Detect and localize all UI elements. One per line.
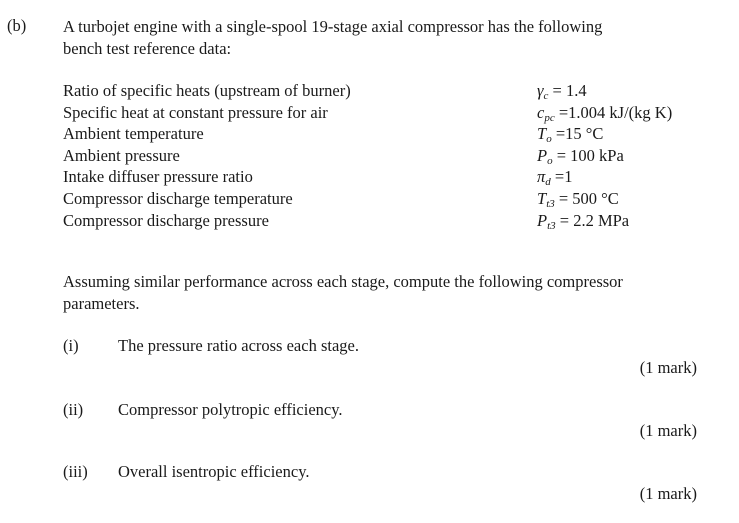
data-value-text: = 500 °C (558, 188, 619, 208)
data-value-text: = 100 kPa (556, 145, 624, 165)
question-text-iii: Overall isentropic efficiency. (118, 462, 310, 481)
data-value-text: =15 °C (555, 124, 604, 144)
data-symbol: c (537, 102, 545, 122)
data-value (537, 102, 672, 124)
data-label: Compressor discharge pressure (63, 210, 269, 230)
data-symbol-subscript: o (547, 154, 553, 167)
data-value (537, 210, 629, 232)
data-symbol: P (537, 145, 548, 165)
data-symbol-subscript: t3 (547, 219, 556, 232)
question-mark-ii: (1 mark) (639, 421, 697, 440)
question-mark-iii: (1 mark) (639, 484, 697, 503)
question-mark-i: (1 mark) (639, 358, 697, 377)
data-label: Compressor discharge temperature (63, 188, 293, 208)
reference-data-table (63, 80, 703, 231)
data-value (537, 188, 619, 210)
data-value (537, 145, 624, 167)
data-row-discharge-temperature (63, 188, 703, 210)
instructions-line-2: parameters. (63, 294, 140, 313)
question-number-iii: (iii) (63, 462, 88, 481)
data-symbol-subscript: o (546, 133, 552, 146)
question-number-ii: (ii) (63, 400, 84, 419)
data-symbol: T (537, 188, 547, 208)
data-row-specific-heat-cp (63, 102, 703, 124)
data-value (537, 80, 587, 102)
data-label: Ambient pressure (63, 145, 180, 165)
data-label: Ratio of specific heats (upstream of burner) (63, 81, 351, 100)
data-value-text: =1.004 kJ/(kg K) (558, 102, 673, 122)
data-label: Intake diffuser pressure ratio (63, 167, 253, 187)
instructions (63, 271, 703, 315)
data-value-text: = 2.2 MPa (559, 210, 630, 230)
problem-intro (63, 16, 703, 60)
data-label: Specific heat at constant pressure for air (63, 102, 328, 122)
data-symbol: γ (537, 81, 544, 100)
data-symbol: π (537, 167, 546, 187)
data-symbol-subscript: d (545, 176, 551, 189)
data-value-text: =1 (554, 167, 573, 187)
data-row-diffuser-pressure-ratio (63, 166, 703, 188)
question-text-ii: Compressor polytropic efficiency. (118, 400, 343, 419)
data-symbol-subscript: pc (544, 111, 555, 124)
data-symbol-subscript: t3 (546, 197, 555, 210)
data-symbol: T (537, 124, 547, 144)
data-value (537, 123, 603, 145)
data-symbol-subscript: c (543, 90, 549, 102)
data-value-text: = 1.4 (552, 81, 587, 100)
data-symbol: P (537, 210, 548, 230)
data-row-specific-heat-ratio (63, 80, 703, 102)
instructions-line-1: Assuming similar performance across each stage, compute the following compressor (63, 272, 623, 291)
data-row-discharge-pressure (63, 210, 703, 232)
question-text-i: The pressure ratio across each stage. (118, 336, 359, 355)
intro-line-2: bench test reference data: (63, 39, 232, 58)
part-label: (b) (7, 16, 27, 35)
data-row-ambient-pressure (63, 145, 703, 167)
intro-line-1: A turbojet engine with a single-spool 19-stage axial compressor has the following (63, 17, 603, 36)
question-number-i: (i) (63, 336, 79, 355)
data-label: Ambient temperature (63, 124, 204, 144)
data-value (537, 166, 572, 188)
data-row-ambient-temperature (63, 123, 703, 145)
